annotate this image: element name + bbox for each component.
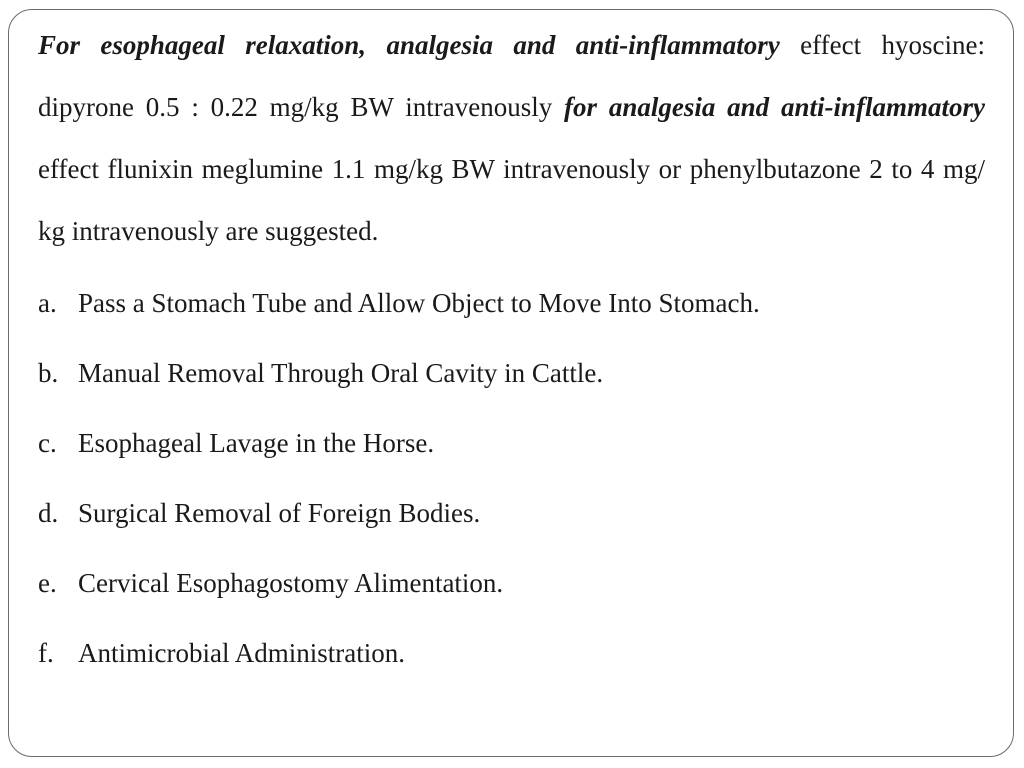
treatment-paragraph <box>38 14 985 262</box>
procedure-list <box>38 268 985 688</box>
dosage-text-hyoscine: effect hyoscine: dipyrone 0.5 : 0.22 mg/kg BW intravenously <box>38 30 985 122</box>
list-item-text: Surgical Removal of Foreign Bodies. <box>78 498 481 528</box>
list-item-text: Esophageal Lavage in the Horse. <box>78 428 435 458</box>
list-item-text: Cervical Esophagostomy Alimentation. <box>78 568 504 598</box>
bold-phrase-analgesia: for analgesia and anti-inflammatory <box>564 92 985 122</box>
list-item-text: Manual Removal Through Oral Cavity in Cattle. <box>78 358 604 388</box>
list-item-d <box>38 478 985 548</box>
list-marker: d. <box>38 498 59 528</box>
slide-content <box>38 14 985 688</box>
list-item-text: Antimicrobial Administration. <box>78 638 405 668</box>
list-item-e <box>38 548 985 618</box>
dosage-text-flunixin: effect flunixin meglumine 1.1 mg/kg BW intravenously or phenylbutazone 2 to 4 mg/ kg intravenously are suggested. <box>38 154 985 246</box>
list-item-b <box>38 338 985 408</box>
list-marker: b. <box>38 358 59 388</box>
list-item-c <box>38 408 985 478</box>
list-marker: a. <box>38 288 57 318</box>
list-item-a <box>38 268 985 338</box>
list-item-f <box>38 618 985 688</box>
list-marker: c. <box>38 428 57 458</box>
bold-phrase-relaxation: For esophageal relaxation, analgesia and anti-inflammatory <box>38 30 780 60</box>
list-item-text: Pass a Stomach Tube and Allow Object to Move Into Stomach. <box>78 288 760 318</box>
list-marker: f. <box>38 638 54 668</box>
list-marker: e. <box>38 568 57 598</box>
